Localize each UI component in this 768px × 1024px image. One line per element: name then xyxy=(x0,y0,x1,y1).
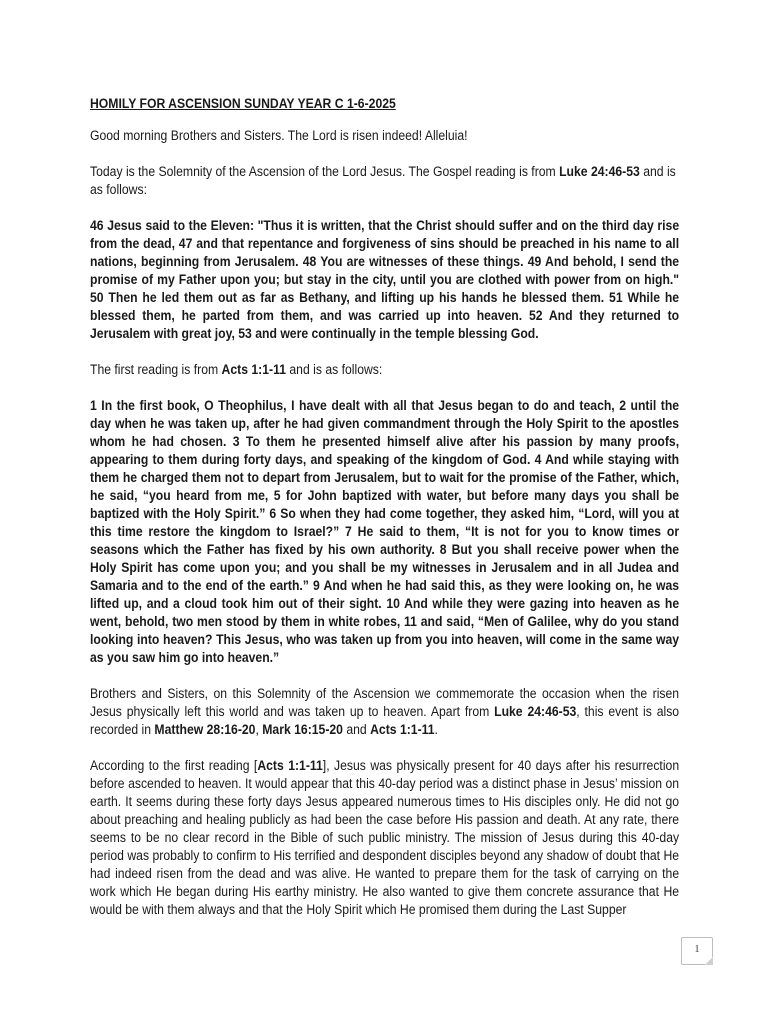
first-reading-intro-text: The first reading is from xyxy=(90,362,222,378)
gospel-reference: Luke 24:46-53 xyxy=(559,164,640,180)
document-page xyxy=(90,95,679,937)
gospel-intro-suffix: and is as follows: xyxy=(90,164,676,198)
first-reading-intro-suffix: and is as follows: xyxy=(285,362,383,378)
page-number-box xyxy=(681,937,713,965)
document-title: HOMILY FOR ASCENSION SUNDAY YEAR C 1-6-2025 xyxy=(90,96,396,112)
gospel-intro-paragraph xyxy=(90,163,679,199)
gospel-reading-text: 46 Jesus said to the Eleven: "Thus it is written, that the Christ should suffer and on the third day rise from the dead, 47 and that repentance and forgiveness of sins should be preached in his name to all nations, beginning from Jerusalem. 48 You are witnesses of these things. 49 And behold, I send the promise of my Father upon you; but stay in the city, until you are clothed with power from on high." 50 Then he led them out as far as Bethany, and lifting up his hands he blessed them. 51 While he blessed them, he parted from them, and was carried up into heaven. 52 And they returned to Jerusalem with great joy, 53 and were continually in the temple blessing God. xyxy=(90,218,680,342)
first-reading-text: 1 In the first book, O Theophilus, I have dealt with all that Jesus began to do and teach, 2 until the day when he was taken up, after he had given commandment through the Holy Spirit to the apostles whom he had chosen. 3 To them he presented himself alive after his passion by many proofs, appearing to them during forty days, and speaking of the kingdom of God. 4 And while staying with them he charged them not to depart from Jerusalem, but to wait for the promise of the Father, which, he said, “you heard from me, 5 for John baptized with water, but before many days you shall be baptized with the Holy Spirit.” 6 So when they had come together, they asked him, “Lord, will you at this time restore the kingdom to Israel?” 7 He said to them, “It is not for you to know times or seasons which the Father has fixed by his own authority. 8 But you shall receive power when the Holy Spirit has come upon you; and you shall be my witnesses in Jerusalem and in all Judea and Samaria and to the end of the earth.” 9 And when he had said this, as they were looking on, he was lifted up, and a cloud took him out of their sight. 10 And while they were gazing into heaven as he went, behold, two men stood by them in white robes, 11 and said, “Men of Galilee, why do you stand looking into heaven? This Jesus, who was taken up from you into heaven, will come in the same way as you saw him go into heaven.” xyxy=(90,398,680,666)
ascension-text: Brothers and Sisters, on this Solemnity of the Ascension we commemorate the occasion when the risen Jesus physically left this world and was taken up to heaven. Apart from xyxy=(90,686,680,720)
according-reference: Acts 1:1-11 xyxy=(257,758,323,774)
reference-acts: Acts 1:1-11 xyxy=(370,722,435,738)
reference-matthew: Matthew 28:16-20 xyxy=(154,722,256,738)
reference-luke: Luke 24:46-53 xyxy=(494,704,577,720)
page-number: 1 xyxy=(694,944,700,955)
ascension-separator-2: and xyxy=(342,722,371,738)
ascension-end: . xyxy=(434,722,438,738)
according-paragraph xyxy=(90,757,679,919)
ascension-text-2: , this event is also recorded in xyxy=(90,704,680,738)
greeting-paragraph: Good morning Brothers and Sisters. The Lord is risen indeed! Alleluia! xyxy=(90,128,468,144)
according-text: According to the first reading [ xyxy=(90,758,258,774)
reference-mark: Mark 16:15-20 xyxy=(262,722,343,738)
first-reading-intro-paragraph xyxy=(90,361,679,379)
ascension-separator-1: , xyxy=(255,722,263,738)
gospel-intro-text: Today is the Solemnity of the Ascension of the Lord Jesus. The Gospel reading is from xyxy=(90,164,560,180)
according-body: ], Jesus was physically present for 40 days after his resurrection before ascended to heaven. It would appear that this 40-day period was a distinct phase in Jesus’ mission on earth. It seems during these forty days Jesus appeared numerous times to His disciples only. He did not go about preaching and healing publicly as had been the case before His passion and death. At any rate, there seems to be no clear record in the Bible of such public ministry. The mission of Jesus during this 40-day period was probably to confirm to His terrified and despondent disciples beyond any shadow of doubt that He had indeed risen from the dead and was alive. He wanted to prepare them for the task of carrying on the work which He began during His earthy ministry. He also wanted to give them concrete assurance that He would be with them always and that the Holy Spirit which He promised them during the Last Supper xyxy=(90,758,680,918)
first-reading-reference: Acts 1:1-11 xyxy=(221,362,286,378)
ascension-paragraph xyxy=(90,685,679,739)
page-curl-icon xyxy=(705,957,713,965)
